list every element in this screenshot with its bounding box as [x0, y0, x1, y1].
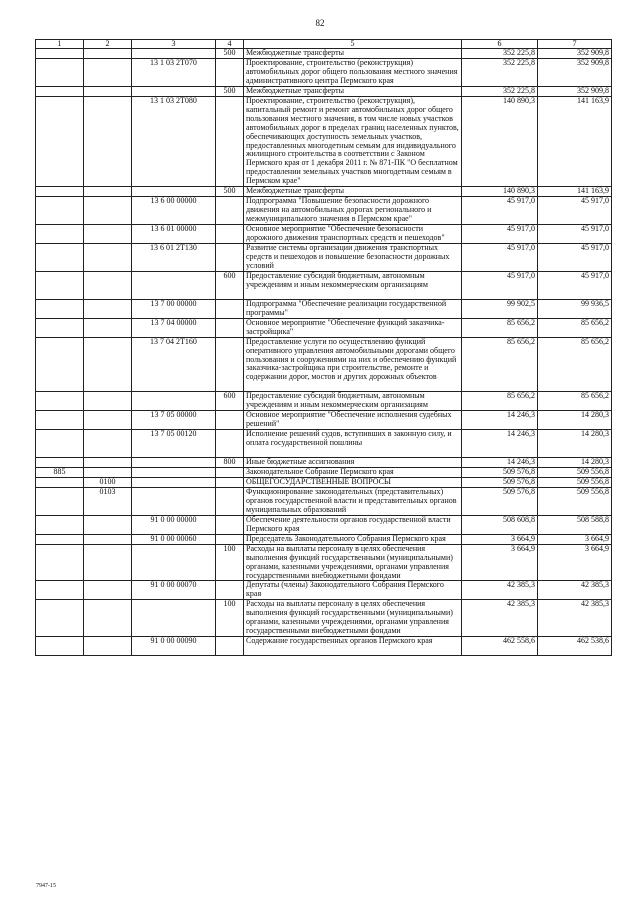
amount-2018-cell: 462 538,6: [538, 637, 612, 656]
description-cell: Расходы на выплаты персоналу в целях обеспечения выполнения функций государственными (муниципальными) органами, казенными учреждениями, органами управления государственными внебюджетными фондами: [244, 544, 462, 581]
amount-2018-cell: 85 656,2: [538, 318, 612, 337]
subsection-code-cell: [84, 271, 132, 299]
target-article-cell: 13 7 00 00000: [132, 299, 216, 318]
table-row: [36, 411, 612, 430]
table-row: [36, 430, 612, 458]
footer-document-code: 7947-15: [36, 883, 56, 889]
subsection-code-cell: [84, 197, 132, 225]
subsection-code-cell: [84, 187, 132, 197]
table-row: [36, 187, 612, 197]
subsection-code-cell: [84, 96, 132, 187]
table-row: [36, 337, 612, 392]
amount-2018-cell: 85 656,2: [538, 337, 612, 392]
amount-2017-cell: 85 656,2: [462, 392, 538, 411]
target-article-cell: [132, 86, 216, 96]
target-article-cell: 13 1 03 2Т080: [132, 96, 216, 187]
subsection-code-cell: [84, 49, 132, 59]
table-row: [36, 58, 612, 86]
header-cell: 3: [132, 40, 216, 49]
section-code-cell: [36, 392, 84, 411]
header-cell: 7: [538, 40, 612, 49]
description-cell: Иные бюджетные ассигнования: [244, 458, 462, 468]
amount-2018-cell: 14 280,3: [538, 430, 612, 458]
description-cell: Межбюджетные трансферты: [244, 86, 462, 96]
subsection-code-cell: [84, 337, 132, 392]
section-code-cell: [36, 637, 84, 656]
expense-type-cell: [216, 318, 244, 337]
table-row: [36, 49, 612, 59]
section-code-cell: [36, 411, 84, 430]
subsection-code-cell: [84, 515, 132, 534]
section-code-cell: 885: [36, 468, 84, 478]
amount-2018-cell: 352 909,8: [538, 58, 612, 86]
expense-type-cell: [216, 468, 244, 478]
section-code-cell: [36, 515, 84, 534]
table-row: [36, 392, 612, 411]
table-row: [36, 544, 612, 581]
table-header-row: [36, 40, 612, 49]
expense-type-cell: [216, 534, 244, 544]
target-article-cell: [132, 487, 216, 515]
expense-type-cell: [216, 225, 244, 244]
amount-2018-cell: 42 385,3: [538, 581, 612, 600]
amount-2017-cell: 140 890,3: [462, 187, 538, 197]
expense-type-cell: 500: [216, 187, 244, 197]
expense-type-cell: 100: [216, 544, 244, 581]
section-code-cell: [36, 534, 84, 544]
amount-2018-cell: 3 664,9: [538, 544, 612, 581]
amount-2018-cell: 42 385,3: [538, 600, 612, 637]
section-code-cell: [36, 271, 84, 299]
amount-2018-cell: 509 556,8: [538, 487, 612, 515]
description-cell: Предоставление услуги по осуществлению функций оперативного управления автомобильными дорогами общего пользования и сооружениями на них и обеспечению функций заказчика-застройщика при строительстве, ремонте и содержании дорог, мостов и других дорожных объектов: [244, 337, 462, 392]
target-article-cell: 13 7 04 2Т160: [132, 337, 216, 392]
header-cell: 5: [244, 40, 462, 49]
expense-type-cell: [216, 430, 244, 458]
target-article-cell: 13 7 04 00000: [132, 318, 216, 337]
table-row: [36, 477, 612, 487]
section-code-cell: [36, 187, 84, 197]
expense-type-cell: [216, 299, 244, 318]
amount-2017-cell: 509 576,8: [462, 487, 538, 515]
section-code-cell: [36, 430, 84, 458]
amount-2018-cell: 99 936,5: [538, 299, 612, 318]
table-row: [36, 487, 612, 515]
amount-2018-cell: 14 280,3: [538, 411, 612, 430]
description-cell: Основное мероприятие "Обеспечение безопасности дорожного движения транспортных средств и пешеходов": [244, 225, 462, 244]
table-row: [36, 600, 612, 637]
section-code-cell: [36, 544, 84, 581]
section-code-cell: [36, 96, 84, 187]
subsection-code-cell: 0100: [84, 477, 132, 487]
amount-2017-cell: 45 917,0: [462, 271, 538, 299]
target-article-cell: [132, 468, 216, 478]
table-row: [36, 271, 612, 299]
subsection-code-cell: [84, 58, 132, 86]
amount-2017-cell: 3 664,9: [462, 534, 538, 544]
section-code-cell: [36, 299, 84, 318]
description-cell: Развитие системы организации движения транспортных средств и пешеходов и повышение безопасности дорожных условий: [244, 244, 462, 272]
description-cell: Содержание государственных органов Пермского края: [244, 637, 462, 656]
expense-type-cell: [216, 96, 244, 187]
subsection-code-cell: [84, 299, 132, 318]
section-code-cell: [36, 225, 84, 244]
target-article-cell: [132, 49, 216, 59]
header-cell: 4: [216, 40, 244, 49]
amount-2018-cell: 141 163,9: [538, 187, 612, 197]
description-cell: Председатель Законодательного Собрания Пермского края: [244, 534, 462, 544]
expense-type-cell: 600: [216, 271, 244, 299]
target-article-cell: [132, 544, 216, 581]
subsection-code-cell: [84, 637, 132, 656]
table-row: [36, 534, 612, 544]
amount-2017-cell: 3 664,9: [462, 544, 538, 581]
header-cell: 6: [462, 40, 538, 49]
description-cell: Подпрограмма "Повышение безопасности дорожного движения на автомобильных дорогах регионального и межмуниципального значения в Пермском крае": [244, 197, 462, 225]
table-row: [36, 197, 612, 225]
expense-type-cell: [216, 487, 244, 515]
subsection-code-cell: [84, 544, 132, 581]
amount-2017-cell: 462 558,6: [462, 637, 538, 656]
table-row: [36, 637, 612, 656]
expense-type-cell: [216, 58, 244, 86]
amount-2018-cell: 508 588,8: [538, 515, 612, 534]
expense-type-cell: 800: [216, 458, 244, 468]
amount-2017-cell: 45 917,0: [462, 225, 538, 244]
header-cell: 2: [84, 40, 132, 49]
amount-2017-cell: 508 608,8: [462, 515, 538, 534]
section-code-cell: [36, 58, 84, 86]
expense-type-cell: [216, 477, 244, 487]
target-article-cell: 13 7 05 00000: [132, 411, 216, 430]
section-code-cell: [36, 487, 84, 515]
description-cell: Функционирование законодательных (представительных) органов государственной власти и представительных органов муниципальных образований: [244, 487, 462, 515]
section-code-cell: [36, 318, 84, 337]
section-code-cell: [36, 458, 84, 468]
amount-2017-cell: 352 225,8: [462, 58, 538, 86]
table-row: [36, 468, 612, 478]
amount-2017-cell: 509 576,8: [462, 477, 538, 487]
description-cell: ОБЩЕГОСУДАРСТВЕННЫЕ ВОПРОСЫ: [244, 477, 462, 487]
expense-type-cell: [216, 244, 244, 272]
amount-2017-cell: 85 656,2: [462, 318, 538, 337]
amount-2017-cell: 14 246,3: [462, 411, 538, 430]
subsection-code-cell: [84, 468, 132, 478]
section-code-cell: [36, 86, 84, 96]
amount-2018-cell: 141 163,9: [538, 96, 612, 187]
section-code-cell: [36, 600, 84, 637]
expense-type-cell: [216, 197, 244, 225]
amount-2018-cell: 352 909,8: [538, 86, 612, 96]
target-article-cell: 13 7 05 00120: [132, 430, 216, 458]
description-cell: Проектирование, строительство (реконструкция) автомобильных дорог общего пользования местного значения административного центра Пермского края: [244, 58, 462, 86]
expense-type-cell: 500: [216, 49, 244, 59]
description-cell: Обеспечение деятельности органов государственной власти Пермского края: [244, 515, 462, 534]
amount-2017-cell: 45 917,0: [462, 197, 538, 225]
amount-2018-cell: 509 556,8: [538, 468, 612, 478]
subsection-code-cell: [84, 225, 132, 244]
table-row: [36, 318, 612, 337]
amount-2017-cell: 42 385,3: [462, 600, 538, 637]
expense-type-cell: [216, 337, 244, 392]
table-row: [36, 458, 612, 468]
expense-type-cell: [216, 637, 244, 656]
subsection-code-cell: 0103: [84, 487, 132, 515]
amount-2018-cell: 352 909,8: [538, 49, 612, 59]
subsection-code-cell: [84, 392, 132, 411]
subsection-code-cell: [84, 534, 132, 544]
description-cell: Исполнение решений судов, вступивших в законную силу, и оплата государственной пошлины: [244, 430, 462, 458]
target-article-cell: [132, 600, 216, 637]
subsection-code-cell: [84, 318, 132, 337]
description-cell: Основное мероприятие "Обеспечение функций заказчика-застройщика": [244, 318, 462, 337]
expense-type-cell: [216, 515, 244, 534]
table-row: [36, 225, 612, 244]
expense-type-cell: 500: [216, 86, 244, 96]
header-cell: 1: [36, 40, 84, 49]
description-cell: Законодательное Собрание Пермского края: [244, 468, 462, 478]
target-article-cell: [132, 187, 216, 197]
table-row: [36, 244, 612, 272]
expense-type-cell: 100: [216, 600, 244, 637]
description-cell: Межбюджетные трансферты: [244, 187, 462, 197]
amount-2017-cell: 509 576,8: [462, 468, 538, 478]
amount-2018-cell: 509 556,8: [538, 477, 612, 487]
amount-2018-cell: 3 664,9: [538, 534, 612, 544]
table-row: [36, 86, 612, 96]
subsection-code-cell: [84, 600, 132, 637]
section-code-cell: [36, 337, 84, 392]
description-cell: Расходы на выплаты персоналу в целях обеспечения выполнения функций государственными (муниципальными) органами, казенными учреждениями, органами управления государственными внебюджетными фондами: [244, 600, 462, 637]
target-article-cell: 91 0 00 00000: [132, 515, 216, 534]
description-cell: Депутаты (члены) Законодательного Собрания Пермского края: [244, 581, 462, 600]
table-row: [36, 299, 612, 318]
subsection-code-cell: [84, 430, 132, 458]
target-article-cell: [132, 458, 216, 468]
subsection-code-cell: [84, 244, 132, 272]
amount-2017-cell: 45 917,0: [462, 244, 538, 272]
description-cell: Подпрограмма "Обеспечение реализации государственной программы": [244, 299, 462, 318]
amount-2017-cell: 99 902,5: [462, 299, 538, 318]
section-code-cell: [36, 197, 84, 225]
amount-2018-cell: 45 917,0: [538, 244, 612, 272]
amount-2017-cell: 352 225,8: [462, 86, 538, 96]
amount-2018-cell: 45 917,0: [538, 271, 612, 299]
target-article-cell: [132, 477, 216, 487]
target-article-cell: [132, 392, 216, 411]
description-cell: Основное мероприятие "Обеспечение исполнения судебных решений": [244, 411, 462, 430]
section-code-cell: [36, 244, 84, 272]
amount-2017-cell: 42 385,3: [462, 581, 538, 600]
target-article-cell: 91 0 00 00060: [132, 534, 216, 544]
target-article-cell: 13 1 03 2Т070: [132, 58, 216, 86]
description-cell: Предоставление субсидий бюджетным, автономным учреждениям и иным некоммерческим организациям: [244, 392, 462, 411]
subsection-code-cell: [84, 581, 132, 600]
budget-table: [35, 39, 612, 656]
amount-2018-cell: 14 280,3: [538, 458, 612, 468]
amount-2018-cell: 45 917,0: [538, 225, 612, 244]
expense-type-cell: 600: [216, 392, 244, 411]
amount-2017-cell: 140 890,3: [462, 96, 538, 187]
subsection-code-cell: [84, 86, 132, 96]
section-code-cell: [36, 49, 84, 59]
description-cell: Межбюджетные трансферты: [244, 49, 462, 59]
amount-2017-cell: 352 225,8: [462, 49, 538, 59]
amount-2017-cell: 14 246,3: [462, 430, 538, 458]
expense-type-cell: [216, 581, 244, 600]
target-article-cell: [132, 271, 216, 299]
expense-type-cell: [216, 411, 244, 430]
amount-2017-cell: 85 656,2: [462, 337, 538, 392]
target-article-cell: 13 6 00 00000: [132, 197, 216, 225]
amount-2017-cell: 14 246,3: [462, 458, 538, 468]
section-code-cell: [36, 581, 84, 600]
target-article-cell: 91 0 00 00090: [132, 637, 216, 656]
description-cell: Предоставление субсидий бюджетным, автономным учреждениям и иным некоммерческим организациям: [244, 271, 462, 299]
description-cell: Проектирование, строительство (реконструкция), капитальный ремонт и ремонт автомобильных дорог общего пользования местного значения, в том числе новых участков автомобильных дорог в пределах границ населенных пунктов, обеспечивающих доступность земельных участков, предоставленных многодетным семьям для индивидуального жилищного строительства в соответствии с Законом Пермского края от 1 декабря 2011 г. № 871-ПК "О бесплатном предоставлении земельных участков многодетным семьям в Пермском крае": [244, 96, 462, 187]
target-article-cell: 91 0 00 00070: [132, 581, 216, 600]
target-article-cell: 13 6 01 2Т130: [132, 244, 216, 272]
table-row: [36, 515, 612, 534]
amount-2018-cell: 45 917,0: [538, 197, 612, 225]
amount-2018-cell: 85 656,2: [538, 392, 612, 411]
subsection-code-cell: [84, 411, 132, 430]
target-article-cell: 13 6 01 00000: [132, 225, 216, 244]
table-row: [36, 581, 612, 600]
section-code-cell: [36, 477, 84, 487]
page-number: 82: [315, 18, 325, 28]
table-row: [36, 96, 612, 187]
subsection-code-cell: [84, 458, 132, 468]
